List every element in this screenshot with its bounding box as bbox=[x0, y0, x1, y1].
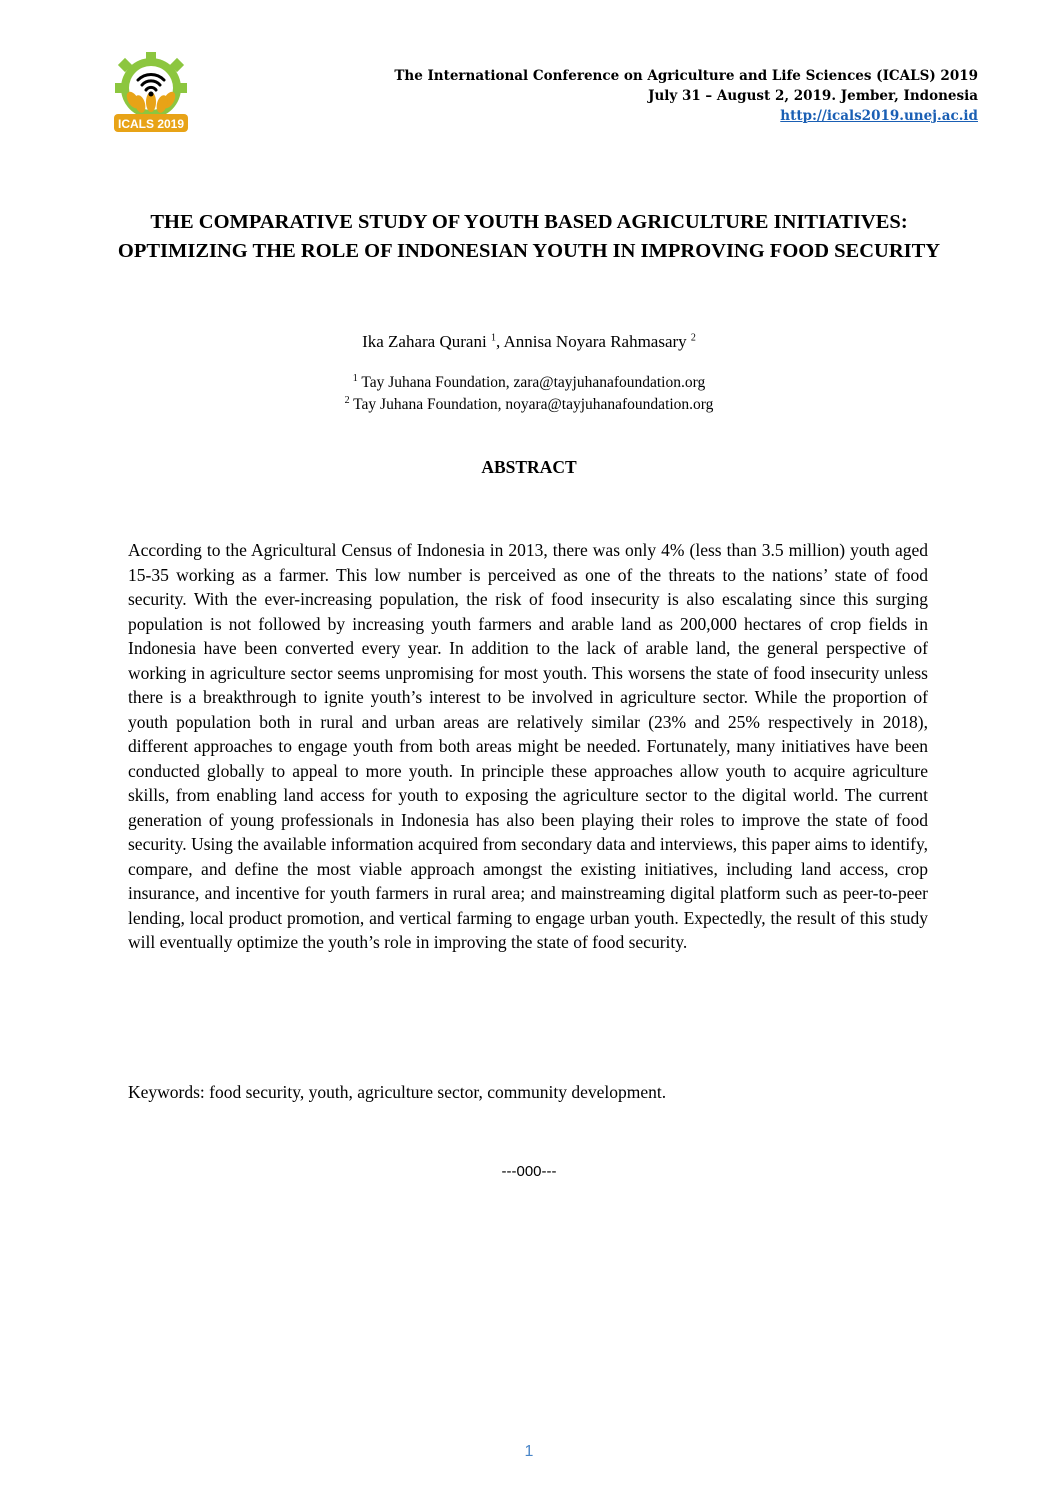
logo-text: ICALS 2019 bbox=[117, 117, 185, 131]
conference-name: The International Conference on Agriculture and Life Sciences (ICALS) 2019 bbox=[394, 68, 978, 84]
conference-url-link[interactable]: http://icals2019.unej.ac.id bbox=[780, 108, 978, 124]
affiliation bbox=[0, 372, 1058, 394]
author-mark: 1 bbox=[490, 332, 496, 344]
affiliation-mark: 1 bbox=[352, 372, 358, 384]
conference-header bbox=[394, 66, 978, 126]
author-separator: , bbox=[495, 332, 504, 351]
paper-title: THE COMPARATIVE STUDY OF YOUTH BASED AGRICULTURE INITIATIVES: OPTIMIZING THE ROLE OF INDONESIAN YOUTH IN IMPROVING FOOD SECURITY bbox=[117, 211, 941, 262]
affiliation-mark: 2 bbox=[344, 394, 350, 406]
affiliation-text: Tay Juhana Foundation, zara@tayjuhanafoundation.org bbox=[357, 374, 706, 391]
keywords: Keywords: food security, youth, agriculture sector, community development. bbox=[128, 1082, 667, 1102]
author-mark: 2 bbox=[690, 332, 696, 344]
abstract-heading: ABSTRACT bbox=[481, 457, 577, 477]
icals-2019-logo bbox=[108, 52, 194, 134]
section-ornament: ---000--- bbox=[501, 1163, 557, 1180]
page-number: 1 bbox=[524, 1443, 534, 1460]
affiliation-list bbox=[0, 372, 1058, 416]
author-name: Ika Zahara Qurani bbox=[362, 332, 491, 351]
affiliation-text: Tay Juhana Foundation, noyara@tayjuhanafoundation.org bbox=[349, 396, 714, 413]
author-name: Annisa Noyara Rahmasary bbox=[503, 332, 691, 351]
affiliation bbox=[0, 394, 1058, 416]
abstract-body: According to the Agricultural Census of Indonesia in 2013, there was only 4% (less than 3.5 million) youth aged 15-35 working as a farmer. This low number is perceived as one of the threats to the nations’ state of food security. With the ever-increasing population, the risk of food insecurity is also escalating since this surging population is not followed by increasing youth farmers and arable land as 200,000 hectares of crop fields in Indonesia have been converted every year. In addition to the lack of arable land, the general perspective of working in agriculture sector seems unpromising for most youth. This worsens the state of food insecurity unless there is a breakthrough to ignite youth’s interest to be involved in agriculture sector. While the proportion of youth population both in rural and urban areas are relatively similar (23% and 25% respectively in 2018), different approaches to engage youth from both areas might be needed. Fortunately, many initiatives have been conducted globally to appeal to more youth. In principle these approaches allow youth to acquire agriculture skills, from enabling land access for youth to exposing the agriculture sector to the digital world. The current generation of young professionals in Indonesia has also been playing their roles to improve the state of food security. Using the available information acquired from secondary data and interviews, this paper aims to identify, compare, and define the most viable approach amongst the existing initiatives, including land access, crop insurance, and incentive for youth farmers in rural area; and mainstreaming digital platform such as peer-to-peer lending, local product promotion, and vertical farming to engage urban youth. Expectedly, the result of this study will eventually optimize the youth’s role in improving the state of food security. bbox=[128, 540, 928, 952]
author-list bbox=[0, 332, 1058, 352]
conference-dates: July 31 – August 2, 2019. Jember, Indonesia bbox=[648, 88, 978, 104]
